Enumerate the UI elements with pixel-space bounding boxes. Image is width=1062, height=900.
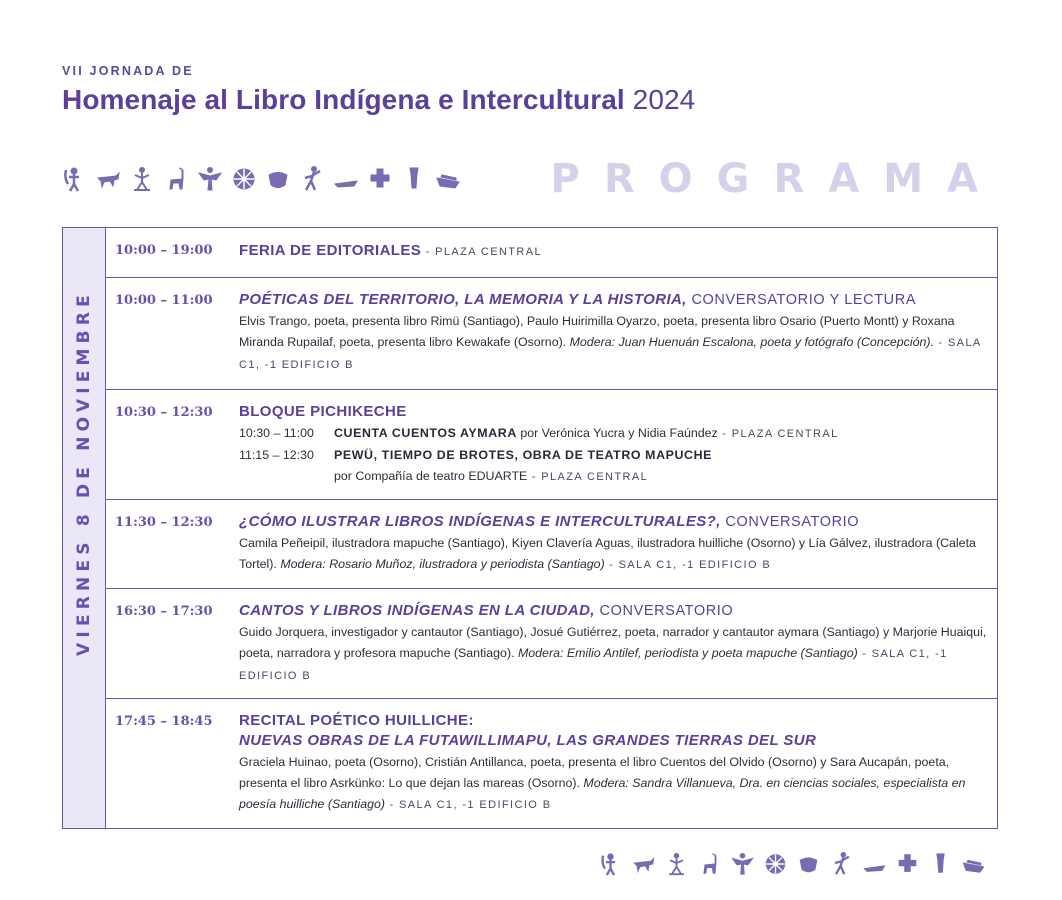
event-content [239, 291, 987, 376]
event-subtitle: NUEVAS OBRAS DE LA FUTAWILLIMAPU, LAS GRANDES TIERRAS DEL SUR [239, 732, 817, 749]
title-year: 2024 [632, 84, 696, 115]
bird-figure-icon [730, 850, 754, 876]
sub-event [239, 445, 987, 466]
event-headline [239, 242, 987, 259]
day-band [63, 228, 106, 828]
sun-disc-icon [763, 850, 787, 876]
stick-figure-icon [130, 166, 154, 192]
cross-icon [368, 166, 392, 192]
event-content [239, 242, 987, 259]
running-animal-icon [96, 166, 120, 192]
event-headline [239, 513, 987, 530]
event-moderator: Modera: Sandra Villanueva, Dra. en ciencias sociales, especialista en poesía huilliche (Santiago) [239, 776, 966, 811]
canoe-icon [862, 850, 886, 876]
running-animal-icon [631, 850, 655, 876]
event-title: ¿CÓMO ILUSTRAR LIBROS INDÍGENAS E INTERCULTURALES?, [239, 513, 721, 530]
page-title [62, 84, 695, 116]
archer-figure-icon [62, 166, 86, 192]
event-content [239, 602, 987, 687]
section-heading: PROGRAMA [550, 156, 1002, 202]
event-content [239, 712, 987, 816]
event-participants: Camila Peñeipil, ilustradora mapuche (Santiago), Kiyen Clavería Aguas, ilustradora huilliche (Osorno) y Lía Gálvez, ilustradora (Caleta Tortel). [239, 536, 976, 571]
dancer-figure-icon [300, 166, 324, 192]
event-time: 16:30 – 17:30 [115, 604, 213, 619]
event-moderator: Modera: Juan Huenuán Escalona, poeta y fotógrafo (Concepción). [569, 335, 934, 349]
event-title: BLOQUE PICHIKECHE [239, 403, 407, 420]
sub-event-by: por Compañía de teatro EDUARTE [334, 469, 528, 483]
totem-icon [402, 166, 426, 192]
event-time: 17:45 – 18:45 [115, 714, 213, 729]
event-time: 10:00 – 19:00 [115, 243, 213, 258]
program-row [106, 500, 997, 589]
event-description [239, 533, 987, 576]
event-moderator: Modera: Rosario Muñoz, ilustradora y periodista (Santiago) [280, 557, 605, 571]
event-kind: CONVERSATORIO [594, 603, 734, 619]
program-row [106, 699, 997, 830]
title-text: Homenaje al Libro Indígena e Intercultural [62, 84, 625, 115]
sub-events [239, 423, 987, 488]
bird-figure-icon [198, 166, 222, 192]
event-location: - SALA C1, -1 EDIFICIO B [239, 337, 982, 371]
event-content [239, 513, 987, 576]
program-table [62, 227, 998, 829]
event-title: RECITAL POÉTICO HUILLICHE: [239, 712, 474, 729]
event-description [239, 752, 987, 816]
sub-event-title: CUENTA CUENTOS AYMARA [334, 426, 517, 440]
sub-event-time: 11:15 – 12:30 [239, 448, 314, 462]
program-row [106, 390, 997, 500]
sub-event [239, 423, 987, 445]
event-title: FERIA DE EDITORIALES [239, 242, 422, 259]
sun-disc-icon [232, 166, 256, 192]
day-label: VIERNES 8 DE NOVIEMBRE [74, 290, 94, 656]
decorative-icon-row [62, 166, 460, 192]
llama-icon [164, 166, 188, 192]
event-content [239, 403, 987, 488]
dancer-figure-icon [829, 850, 853, 876]
sub-event-detail [239, 466, 987, 488]
event-location: - SALA C1, -1 EDIFICIO B [385, 799, 552, 811]
sub-event-location: - PLAZA CENTRAL [717, 428, 839, 440]
event-headline [239, 291, 987, 308]
boat-icon [961, 850, 985, 876]
program-row [106, 278, 997, 390]
event-description [239, 622, 987, 687]
event-moderator: Modera: Emilio Antilef, periodista y poeta mapuche (Santiago) [517, 646, 858, 660]
vessel-icon [266, 166, 290, 192]
event-title: CANTOS Y LIBROS INDÍGENAS EN LA CIUDAD, [239, 602, 595, 619]
boat-icon [436, 166, 460, 192]
sub-event-title: PEWÜ, TIEMPO DE BROTES, OBRA DE TEATRO MAPUCHE [334, 448, 712, 462]
llama-icon [697, 850, 721, 876]
event-time: 10:30 – 12:30 [115, 405, 213, 420]
program-row [106, 228, 997, 278]
archer-figure-icon [598, 850, 622, 876]
event-participants: Elvis Trango, poeta, presenta libro Rimü (Santiago), Paulo Huirimilla Oyarzo, poeta, presenta libro Osario (Puerto Montt) y Roxana Miranda Rupailaf, poeta, presenta libro Kewakafe (Osorno). [239, 314, 955, 349]
cross-icon [895, 850, 919, 876]
vessel-icon [796, 850, 820, 876]
event-location: - SALA C1, -1 EDIFICIO B [239, 648, 948, 682]
sub-event-time: 10:30 – 11:00 [239, 426, 314, 440]
totem-icon [928, 850, 952, 876]
event-time: 10:00 – 11:00 [115, 293, 213, 308]
event-kicker: VII JORNADA DE [62, 64, 194, 78]
event-location: - PLAZA CENTRAL [421, 246, 543, 258]
program-row [106, 589, 997, 699]
sub-event-location: - PLAZA CENTRAL [527, 471, 649, 483]
event-headline [239, 602, 987, 619]
canoe-icon [334, 166, 358, 192]
event-title: POÉTICAS DEL TERRITORIO, LA MEMORIA Y LA HISTORIA, [239, 291, 687, 308]
event-kind: CONVERSATORIO [720, 514, 860, 530]
event-participants: Graciela Huinao, poeta (Osorno), Cristián Antillanca, poeta, presenta el libro Cuentos del Olvido (Osorno) y Sara Aucapán, poeta, presenta el libro Asrkünko: Lo que dejan las mareas (Osorno). [239, 755, 950, 790]
decorative-icon-row-bottom [598, 850, 985, 876]
event-description [239, 311, 987, 376]
event-kind: CONVERSATORIO Y LECTURA [686, 292, 917, 308]
stick-figure-icon [664, 850, 688, 876]
event-participants: Guido Jorquera, investigador y cantautor (Santiago), Josué Gutiérrez, poeta, narrador y cantautor aymara (Santiago) y Marjorie Huaiqui, poeta, narradora y profesora mapuche (Santiago). [239, 625, 987, 660]
sub-event-by: por Verónica Yucra y Nidia Faúndez [516, 426, 718, 440]
event-time: 11:30 – 12:30 [115, 515, 213, 530]
event-location: - SALA C1, -1 EDIFICIO B [604, 559, 772, 571]
